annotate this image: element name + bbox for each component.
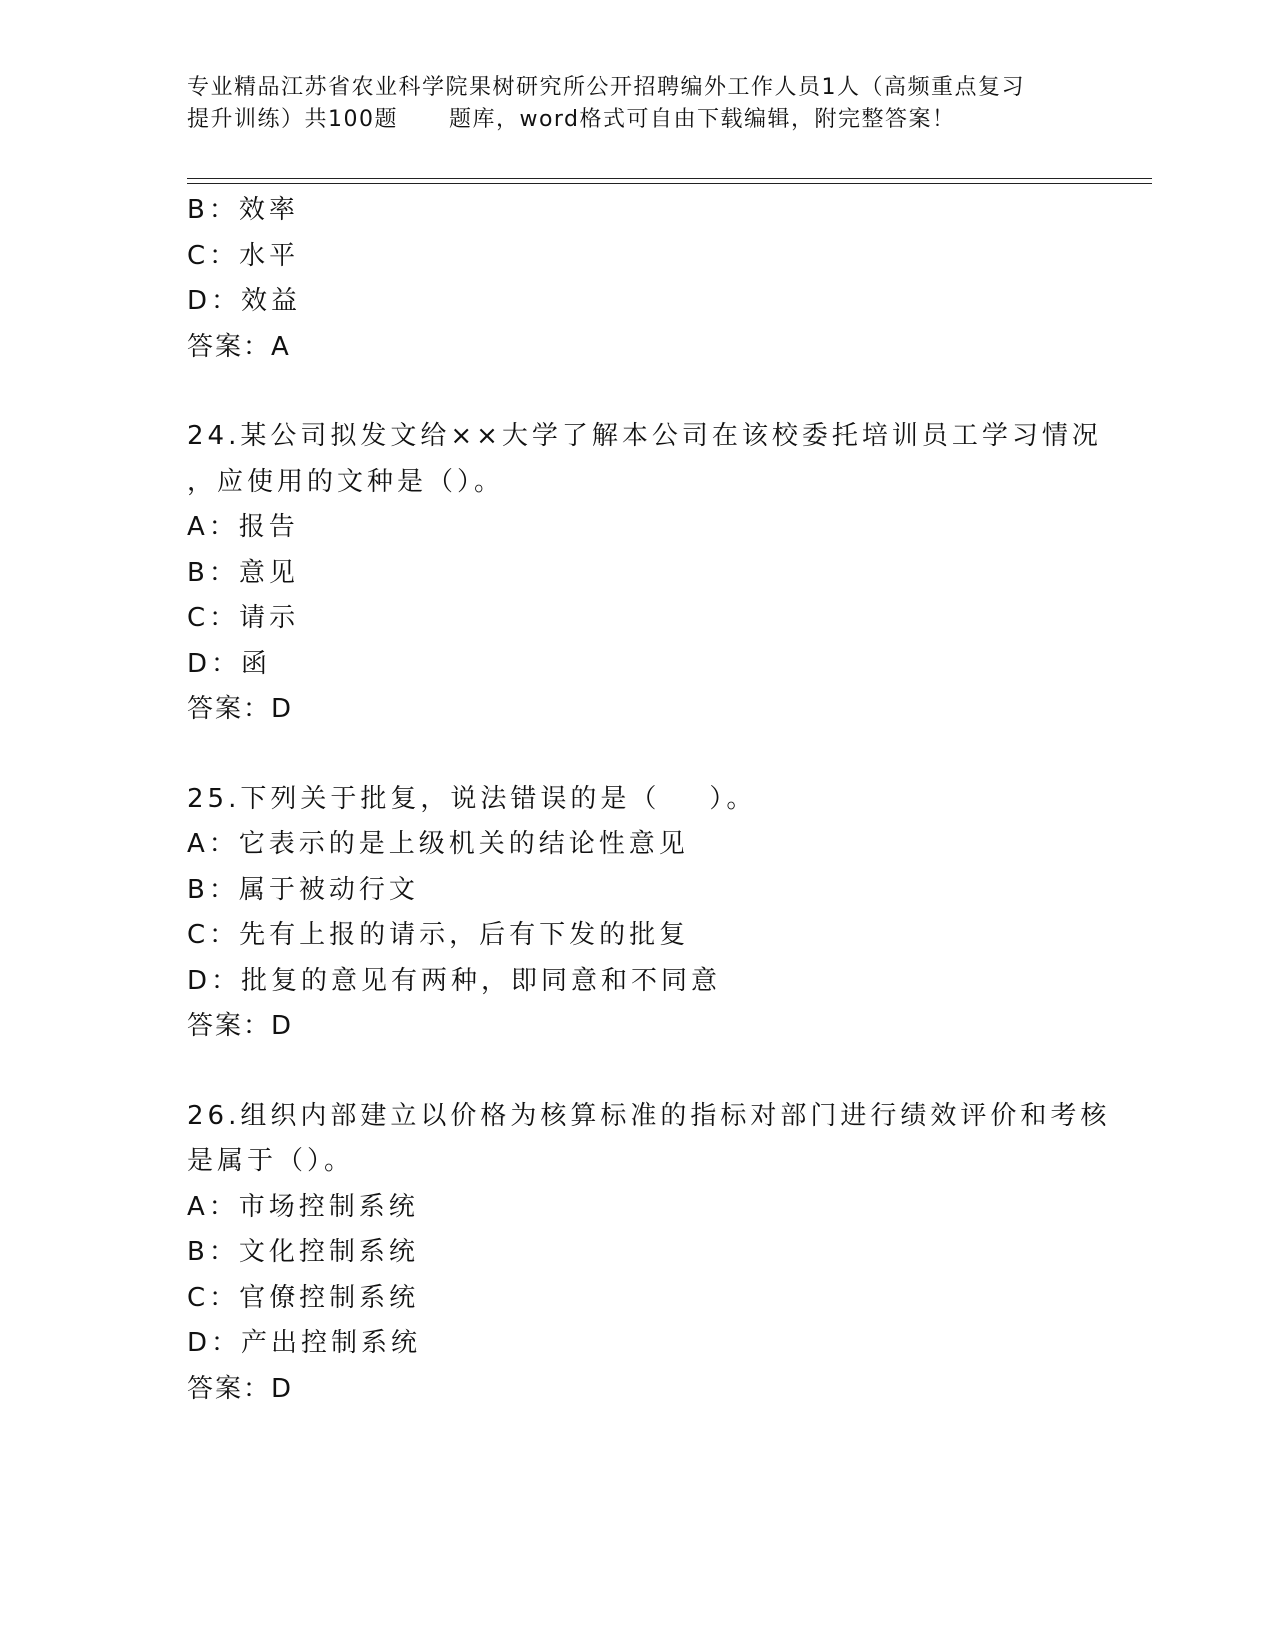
question-stem-continued: 是属于（）。 <box>187 1146 355 1176</box>
option-a: A：报告 <box>187 512 299 542</box>
answer: 答案：A <box>187 331 291 362</box>
option-b: B：效率 <box>187 195 299 225</box>
question-stem: 24.某公司拟发文给××大学了解本公司在该校委托培训员工学习情况 <box>187 421 1102 451</box>
header-line-2: 提升训练）共100题 题库，word格式可自由下载编辑，附完整答案！ <box>187 107 956 132</box>
option-c: C：先有上报的请示，后有下发的批复 <box>187 920 690 950</box>
answer: 答案：D <box>187 694 294 724</box>
option-d: D：批复的意见有两种，即同意和不同意 <box>187 965 722 996</box>
header-rule-bottom <box>187 183 1152 184</box>
header-line-1: 专业精品江苏省农业科学院果树研究所公开招聘编外工作人员1人（高频重点复习 <box>187 75 1025 100</box>
question-stem: 26.组织内部建立以价格为核算标准的指标对部门进行绩效评价和考核 <box>187 1100 1111 1131</box>
answer: 答案：D <box>187 1373 294 1404</box>
question-stem: 25.下列关于批复，说法错误的是（ ）。 <box>187 783 757 814</box>
option-d: D：效益 <box>187 286 302 316</box>
question-26 <box>187 1094 1111 1413</box>
option-c: C：官僚控制系统 <box>187 1282 420 1313</box>
option-d: D：产出控制系统 <box>187 1328 422 1358</box>
document-header <box>187 72 1087 136</box>
option-b: B：属于被动行文 <box>187 874 419 905</box>
question-24 <box>187 414 1102 733</box>
question-content <box>187 188 1111 1412</box>
question-23 <box>187 188 1087 370</box>
option-b: B：意见 <box>187 557 299 588</box>
option-d: D：函 <box>187 648 272 679</box>
option-c: C：请示 <box>187 603 300 633</box>
question-25 <box>187 777 1087 1050</box>
option-a: A：它表示的是上级机关的结论性意见 <box>187 829 689 859</box>
header-rule-top <box>187 178 1152 179</box>
question-stem-continued: ，应使用的文种是（）。 <box>187 466 505 497</box>
option-b: B：文化控制系统 <box>187 1237 419 1267</box>
option-c: C：水平 <box>187 240 300 271</box>
answer: 答案：D <box>187 1011 294 1041</box>
option-a: A：市场控制系统 <box>187 1191 419 1222</box>
